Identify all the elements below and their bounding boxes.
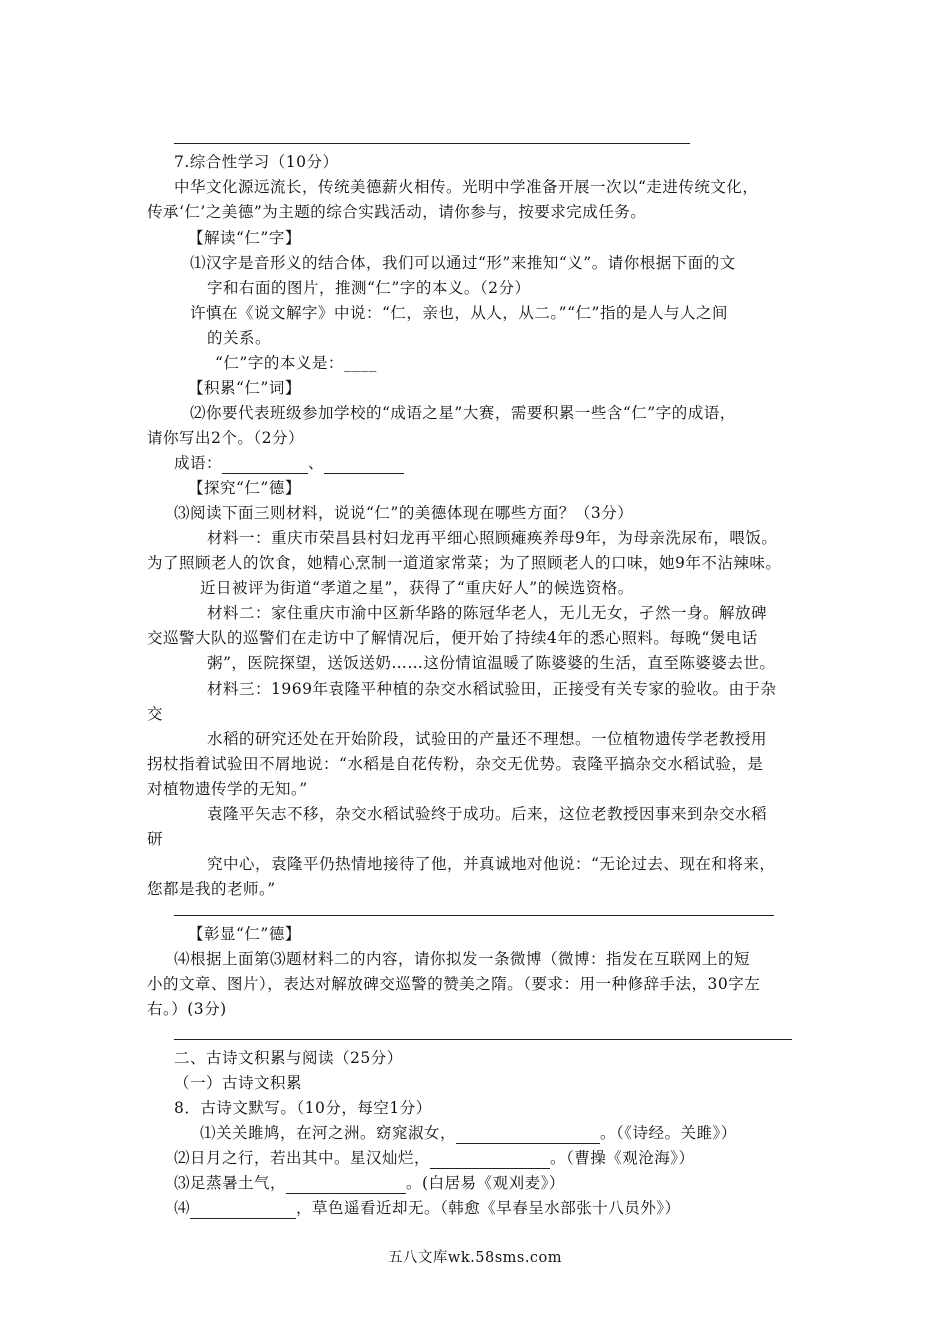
material-3-line-3: 水稻的研究还处在开始阶段，试验田的产量还不理想。一位植物遗传学老教授用 (207, 730, 768, 748)
chengyu-sep: 、 (308, 454, 325, 472)
q7-part1-1: ⑴汉字是音形义的结合体，我们可以通过“形”来推知“义”。请你根据下面的文 (190, 254, 736, 272)
material-3-line-2: 交 (147, 705, 164, 723)
q8-item-4-blank[interactable] (190, 1202, 296, 1219)
q7-part2-2: 请你写出2个。（2分） (147, 429, 304, 447)
top-answer-line (174, 143, 690, 144)
q7-part3: ⑶阅读下面三则材料，说说“仁”的美德体现在哪些方面？（3分） (174, 504, 634, 522)
q8-item-1-post: 。（《诗经。关雎》） (600, 1124, 737, 1142)
shuowen-1: 许慎在《说文解字》中说：“仁，亲也，从人，从二。”“仁”指的是人与人之间 (190, 304, 728, 322)
chengyu-blank-1[interactable] (222, 457, 308, 474)
footer-watermark: 五八文库wk.58sms.com (387, 1250, 563, 1266)
chengyu-label: 成语： (174, 454, 223, 472)
chengyu-blank-2[interactable] (324, 457, 404, 474)
section-tanjiu: 【探究“仁”德】 (188, 479, 301, 497)
q8-title: 8．古诗文默写。（10分，每空1分） (174, 1099, 432, 1117)
material-3-line-7: 研 (147, 830, 164, 848)
q7-part2-1: ⑵你要代表班级参加学校的“成语之星”大赛，需要积累一些含“仁”字的成语， (190, 404, 736, 422)
material-3-line-6: 袁隆平矢志不移，杂交水稻试验终于成功。后来，这位老教授因事来到杂交水稻 (207, 805, 768, 823)
part2-subtitle: （一）古诗文积累 (174, 1074, 303, 1092)
material-1-line-2: 为了照顾老人的饮食，她精心烹制一道道家常菜；为了照顾老人的口味，她9年不沾辣味。 (147, 554, 782, 572)
material-3-line-4: 拐杖指着试验田不屑地说：“水稻是自花传粉，杂交无优势。袁隆平搞杂交水稻试验，是 (147, 755, 764, 773)
q8-item-4-post: ，草色遥看近却无。（韩愈《早春呈水部张十八员外》） (296, 1199, 681, 1217)
q8-item-4 (174, 1197, 681, 1219)
material-2-line-1: 材料二：家住重庆市渝中区新华路的陈冠华老人，无儿无女，孑然一身。解放碑 (207, 604, 768, 622)
material-2-line-2: 交巡警大队的巡警们在走访中了解情况后，便开始了持续4年的悉心照料。每晚“煲电话 (147, 629, 758, 647)
shuowen-2: 的关系。 (207, 329, 272, 347)
q8-item-3-pre: ⑶足蒸暑土气， (174, 1174, 287, 1192)
q8-item-1-blank[interactable] (456, 1127, 600, 1144)
material-3-line-1: 材料三：1969年袁隆平种植的杂交水稻试验田，正接受有关专家的验收。由于杂 (207, 680, 777, 698)
q8-item-1-pre: ⑴关关雎鸠，在河之洲。窈窕淑女， (200, 1124, 457, 1142)
part2-title: 二、古诗文积累与阅读（25分） (174, 1049, 403, 1067)
q7-intro-1: 中华文化源远流长，传统美德薪火相传。光明中学准备开展一次以“走进传统文化， (174, 178, 759, 196)
q7-part4-2: 小的文章、图片），表达对解放碑交巡警的赞美之隋。（要求：用一种修辞手法，30字左 (147, 975, 761, 993)
q7-part1-2: 字和右面的图片，推测“仁”字的本义。（2分） (207, 279, 531, 297)
q8-item-1 (200, 1122, 737, 1144)
material-3-line-5: 对植物遗传学的无知。” (147, 780, 308, 798)
q8-item-2-post: 。（曹操《观沧海》） (550, 1149, 695, 1167)
q7-intro-2: 传承‘仁’之美德”为主题的综合实践活动，请你参与，按要求完成任务。 (147, 203, 647, 221)
q8-item-3-post: 。(白居易《观刈麦》） (406, 1174, 565, 1192)
q8-item-2-pre: ⑵日月之行，若出其中。星汉灿烂， (174, 1149, 431, 1167)
q8-item-4-pre: ⑷ (174, 1199, 191, 1217)
material-2-line-3: 粥”，医院探望，送饭送奶……这份情谊温暖了陈婆婆的生活，直至陈婆婆去世。 (207, 654, 776, 672)
q7-part4-3: 右。）(3分) (147, 1000, 227, 1018)
material-3-line-8: 究中心，袁隆平仍热情地接待了他，并真诚地对他说：“无论过去、现在和将来， (207, 855, 776, 873)
material-1-line-1: 材料一：重庆市荣昌县村妇龙再平细心照顾瘫痪养母9年，为母亲洗尿布，喂饭。 (207, 529, 778, 547)
chengyu-line (174, 452, 404, 474)
material-3-line-9: 您都是我的老师。” (147, 880, 276, 898)
q8-item-3 (174, 1172, 565, 1194)
q8-item-2 (174, 1147, 695, 1169)
q7-part3-answer-line (174, 915, 774, 916)
section-zhangxian: 【彰显“仁”德】 (188, 925, 301, 943)
benyi-line: “仁”字的本义是：____ (215, 354, 377, 372)
q7-part4-answer-line (174, 1039, 792, 1040)
section-jiedu: 【解读“仁”字】 (188, 229, 301, 247)
section-jilei: 【积累“仁”词】 (188, 379, 301, 397)
material-1-line-3: 近日被评为街道“孝道之星”，获得了“重庆好人”的候选资格。 (200, 579, 634, 597)
q8-item-3-blank[interactable] (286, 1177, 406, 1194)
q7-part4-1: ⑷根据上面第⑶题材料二的内容，请你拟发一条微博（微博：指发在互联网上的短 (174, 950, 751, 968)
q7-title: 7.综合性学习（10分） (174, 153, 339, 171)
q8-item-2-blank[interactable] (430, 1152, 550, 1169)
